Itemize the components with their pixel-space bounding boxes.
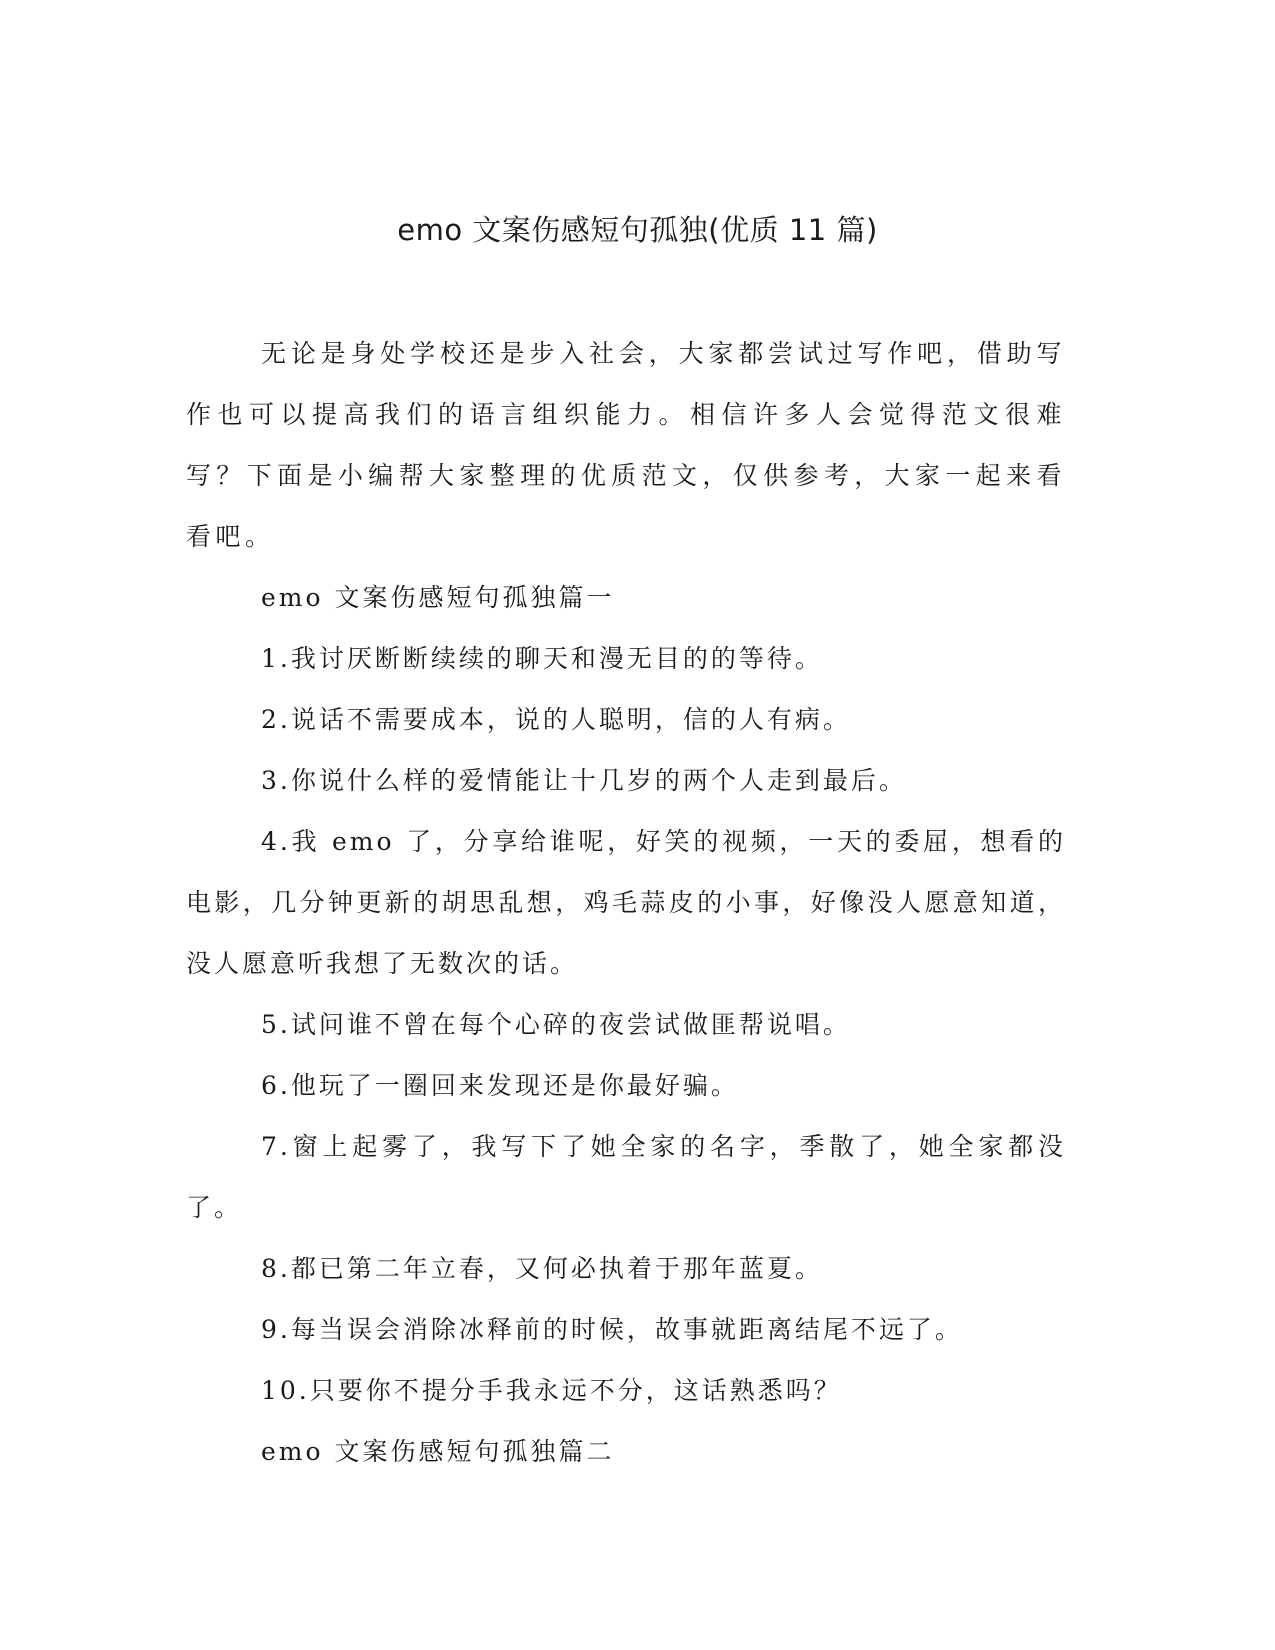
list-item-3: 3.你说什么样的爱情能让十几岁的两个人走到最后。 [261,766,907,795]
list-item-9: 9.每当误会消除冰释前的时候，故事就距离结尾不远了。 [261,1315,963,1344]
list-item-8: 8.都已第二年立春，又何必执着于那年蓝夏。 [261,1254,823,1283]
list-item-1: 1.我讨厌断断续续的聊天和漫无目的的等待。 [261,644,823,673]
list-item-2: 2.说话不需要成本，说的人聪明，信的人有病。 [261,705,851,734]
document-title: emo 文案伤感短句孤独(优质 11 篇) [397,213,878,247]
document-body [186,323,1066,1482]
list-item-7: 7.窗上起雾了，我写下了她全家的名字，季散了，她全家都没了。 [186,1132,1066,1222]
list-item-5: 5.试问谁不曾在每个心碎的夜尝试做匪帮说唱。 [261,1010,851,1039]
list-item-4: 4.我 emo 了，分享给谁呢，好笑的视频，一天的委屈，想看的电影，几分钟更新的胡思乱想，鸡毛蒜皮的小事，好像没人愿意知道，没人愿意听我想了无数次的话。 [186,827,1066,978]
intro-paragraph: 无论是身处学校还是步入社会，大家都尝试过写作吧，借助写作也可以提高我们的语言组织能力。相信许多人会觉得范文很难写？下面是小编帮大家整理的优质范文，仅供参考，大家一起来看看吧。 [186,339,1066,551]
list-item-10: 10.只要你不提分手我永远不分，这话熟悉吗？ [261,1376,842,1405]
list-item-6: 6.他玩了一圈回来发现还是你最好骗。 [261,1071,739,1100]
section-heading-2: emo 文案伤感短句孤独篇二 [261,1437,615,1466]
section-heading-1: emo 文案伤感短句孤独篇一 [261,583,615,612]
